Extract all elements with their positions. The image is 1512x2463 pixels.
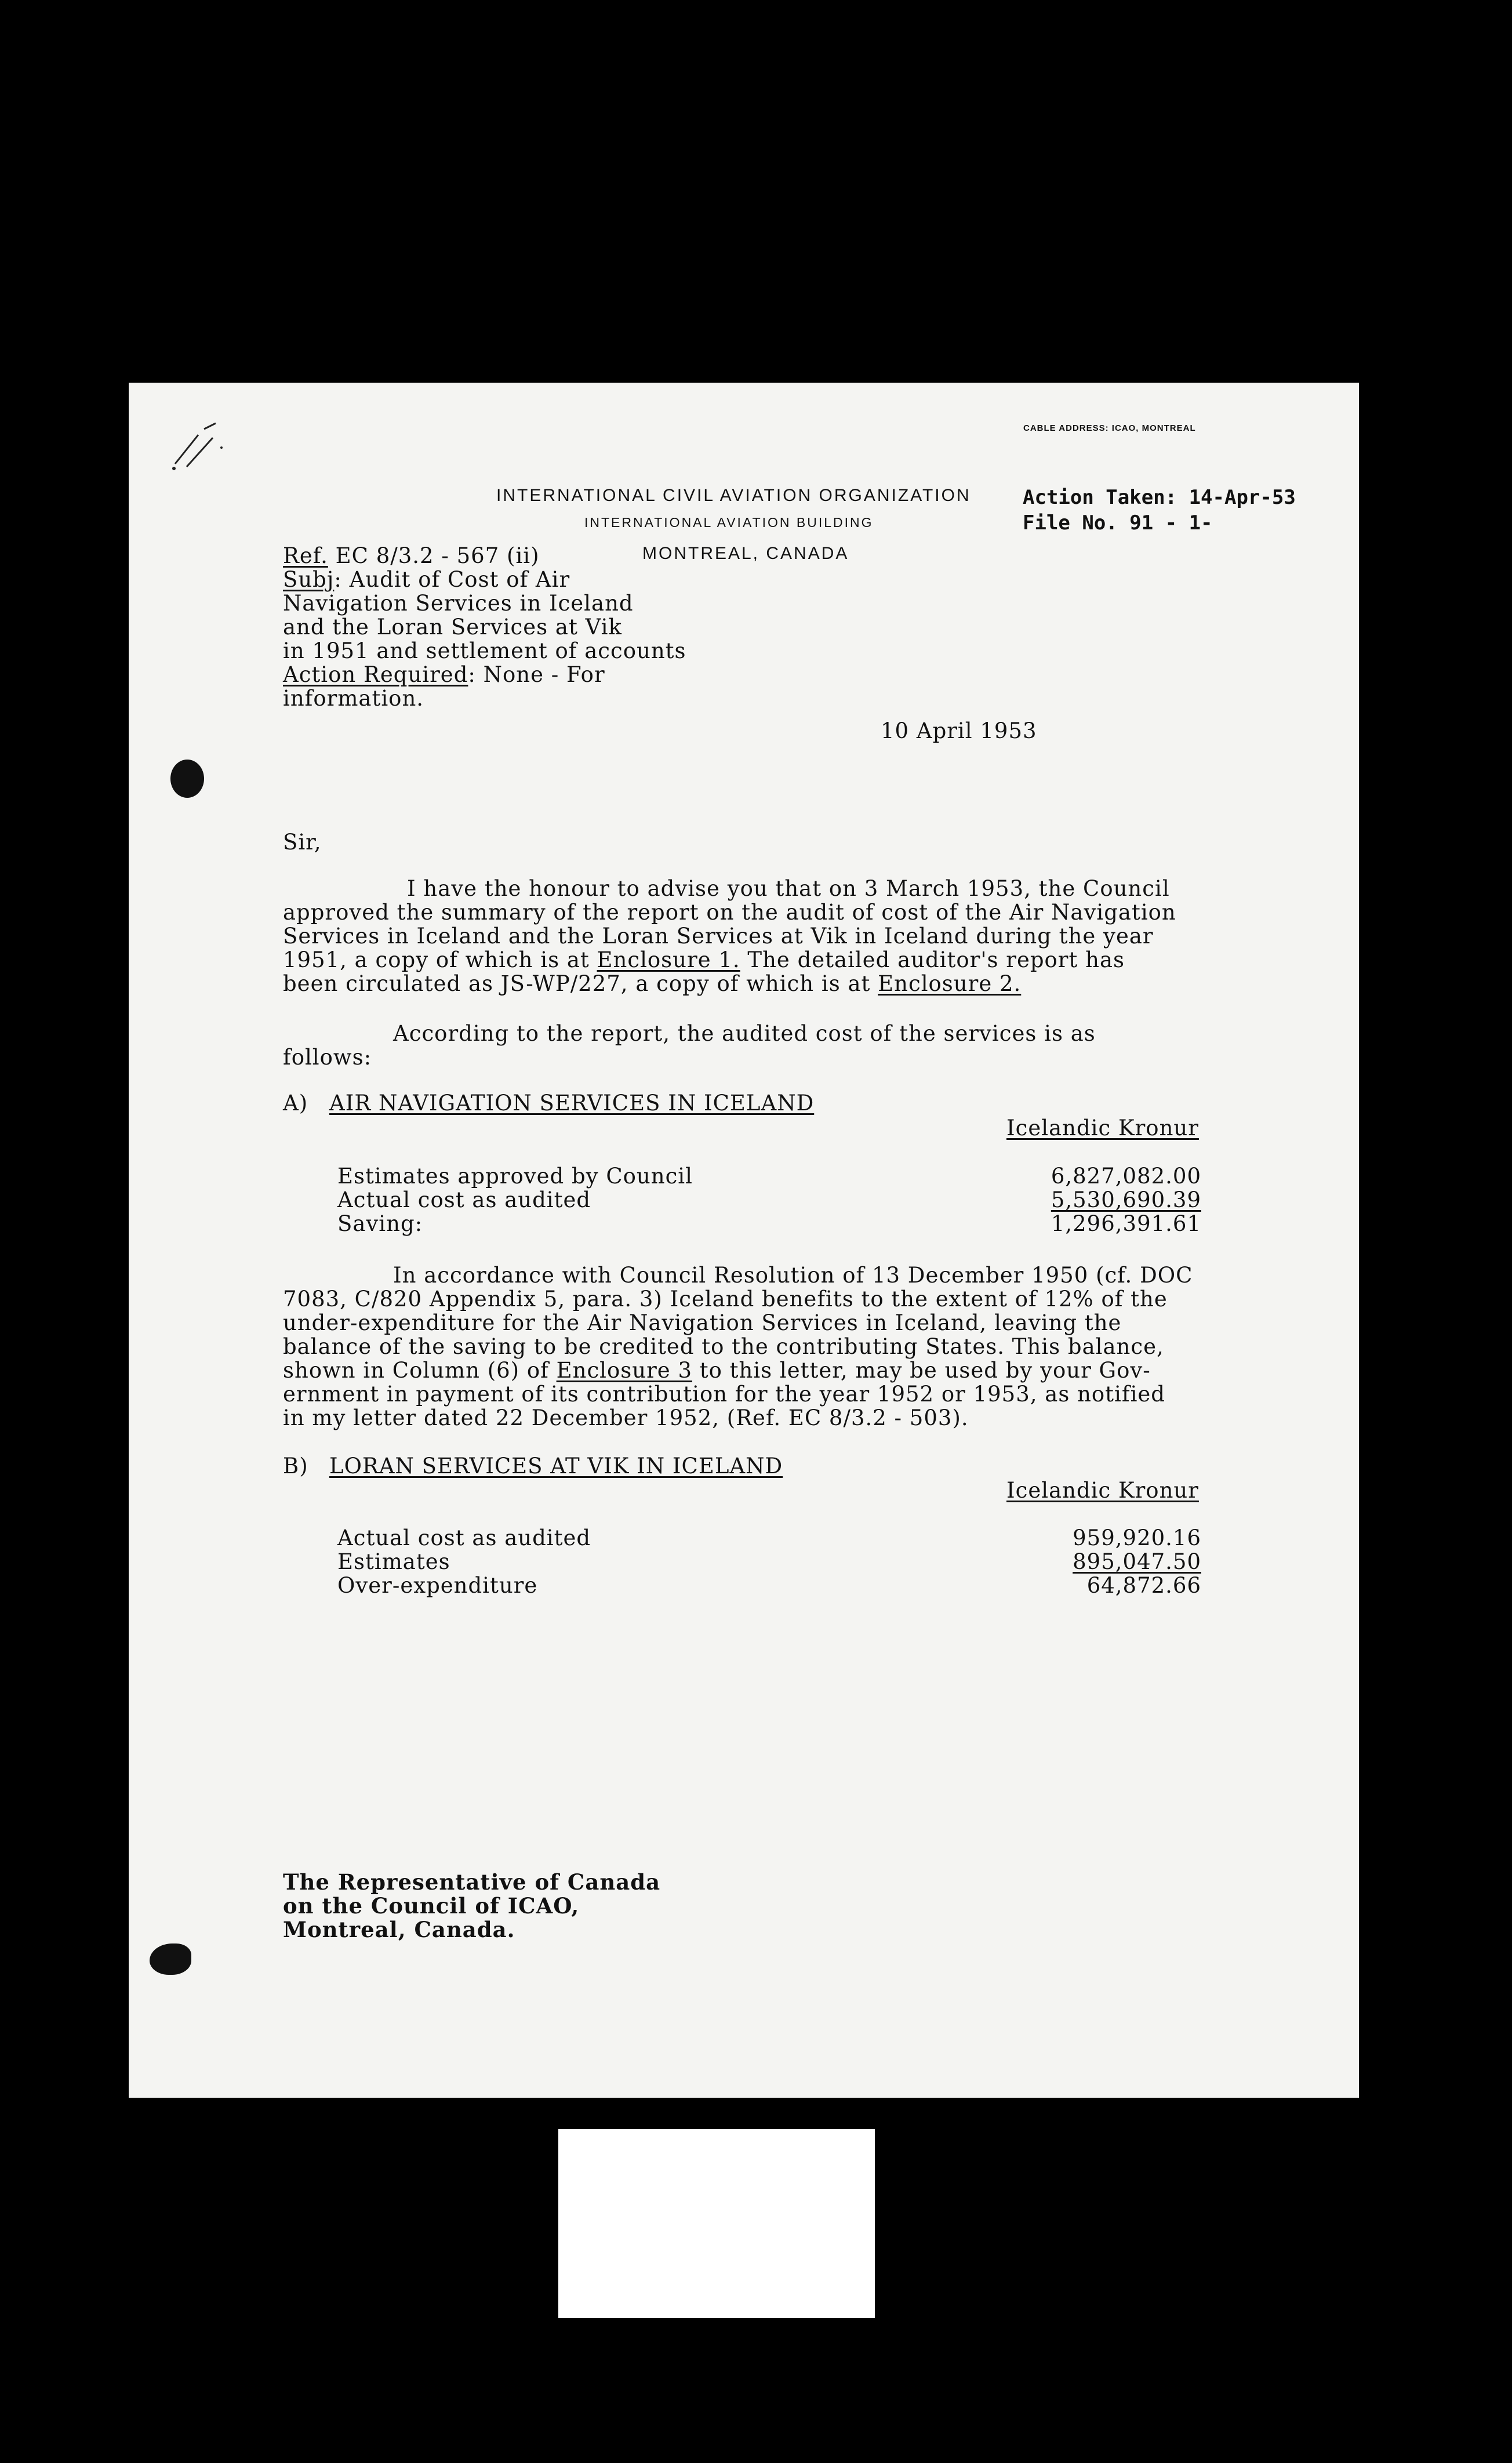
para3-line3: under-expenditure for the Air Navigation Services in Iceland, leaving the xyxy=(283,1310,1122,1335)
para1-line5-text: been circulated as JS-WP/227, a copy of which is at xyxy=(283,971,878,996)
para1-line4-text: 1951, a copy of which is at xyxy=(283,947,597,972)
section-a-row-value: 1,296,391.61 xyxy=(1051,1211,1201,1236)
action-value: : None - For xyxy=(468,662,605,687)
subject-line-3: and the Loran Services at Vik xyxy=(283,615,622,640)
section-a-row-label: Actual cost as audited xyxy=(337,1187,591,1212)
section-a-letter: A) xyxy=(283,1091,308,1116)
para1-line1: I have the honour to advise you that on 3 March 1953, the Council xyxy=(407,876,1170,901)
para1-line5 xyxy=(283,972,1021,996)
section-a-row-value: 6,827,082.00 xyxy=(1051,1164,1201,1189)
para3-line2: 7083, C/820 Appendix 5, para. 3) Iceland benefits to the extent of 12% of the xyxy=(283,1287,1168,1312)
section-b-currency: Icelandic Kronur xyxy=(1006,1478,1199,1503)
file-number-stamp: File No. 91 - 1- xyxy=(1023,511,1213,535)
para1-line3: Services in Iceland and the Loran Services at Vik in Iceland during the year xyxy=(283,924,1154,949)
enclosure-2-ref: Enclosure 2. xyxy=(878,971,1022,996)
para3-line4: balance of the saving to be credited to the contributing States. This balance, xyxy=(283,1334,1164,1359)
letter-page xyxy=(129,383,1359,2098)
addressee-line2: on the Council of ICAO, xyxy=(283,1893,580,1919)
para3-line6: ernment in payment of its contribution for the year 1952 or 1953, as notified xyxy=(283,1382,1165,1407)
para2-line1: According to the report, the audited cost of the services is as xyxy=(393,1021,1096,1046)
blank-slip xyxy=(558,2129,875,2318)
action-required-line-2: information. xyxy=(283,686,424,711)
section-b-row-value: 895,047.50 xyxy=(1073,1549,1201,1574)
enclosure-1-ref: Enclosure 1. xyxy=(597,947,740,972)
action-label: Action Required xyxy=(283,662,468,687)
subj-label: Subj xyxy=(283,567,335,592)
subject-line-4: in 1951 and settlement of accounts xyxy=(283,638,686,663)
scribble-mark xyxy=(163,412,239,475)
section-b-row-label: Actual cost as audited xyxy=(337,1525,591,1550)
section-a-row-value: 5,530,690.39 xyxy=(1051,1187,1201,1212)
para3-line5-text: shown in Column (6) of xyxy=(283,1358,557,1383)
para3-line7: in my letter dated 22 December 1952, (Ref. EC 8/3.2 - 503). xyxy=(283,1405,969,1430)
ref-value: EC 8/3.2 - 567 (ii) xyxy=(328,543,540,568)
action-taken-stamp: Action Taken: 14-Apr-53 xyxy=(1023,486,1296,509)
building-name: INTERNATIONAL AVIATION BUILDING xyxy=(584,515,874,530)
para1-line4-tail: The detailed auditor's report has xyxy=(740,947,1125,972)
section-a-title: AIR NAVIGATION SERVICES IN ICELAND xyxy=(329,1091,815,1116)
section-a-row-label: Saving: xyxy=(337,1211,423,1236)
punch-hole-mark xyxy=(170,760,204,798)
para2-line2: follows: xyxy=(283,1045,372,1070)
enclosure-3-ref: Enclosure 3 xyxy=(556,1358,692,1383)
addressee-line1: The Representative of Canada xyxy=(283,1869,661,1895)
addressee-line3: Montreal, Canada. xyxy=(283,1917,515,1942)
punch-hole-mark xyxy=(150,1943,191,1975)
subject-line-2: Navigation Services in Iceland xyxy=(283,591,634,616)
ref-label: Ref. xyxy=(283,543,328,568)
organization-name: INTERNATIONAL CIVIL AVIATION ORGANIZATION xyxy=(496,486,971,505)
para3-line1: In accordance with Council Resolution of 13 December 1950 (cf. DOC xyxy=(393,1263,1193,1288)
city-name: MONTREAL, CANADA xyxy=(642,544,849,563)
para1-line4 xyxy=(283,948,1125,972)
letter-date: 10 April 1953 xyxy=(881,718,1037,743)
reference-line xyxy=(283,544,540,568)
salutation: Sir, xyxy=(283,830,322,855)
section-b-row-label: Estimates xyxy=(337,1549,450,1574)
action-required-line xyxy=(283,663,605,686)
subj-value: : Audit of Cost of Air xyxy=(334,567,570,592)
section-b-title: LORAN SERVICES AT VIK IN ICELAND xyxy=(329,1454,783,1478)
para3-line5-tail: to this letter, may be used by your Gov- xyxy=(692,1358,1151,1383)
section-b-row-value: 959,920.16 xyxy=(1073,1525,1201,1550)
section-a-currency: Icelandic Kronur xyxy=(1006,1116,1199,1140)
para3-line5 xyxy=(283,1358,1151,1382)
section-a-row-label: Estimates approved by Council xyxy=(337,1164,693,1189)
section-b-row-label: Over-expenditure xyxy=(337,1573,538,1598)
cable-address: CABLE ADDRESS: ICAO, MONTREAL xyxy=(1023,423,1196,433)
section-b-row-value: 64,872.66 xyxy=(1086,1573,1201,1598)
para1-line2: approved the summary of the report on the audit of cost of the Air Navigation xyxy=(283,900,1176,925)
subject-line xyxy=(283,568,570,591)
section-b-letter: B) xyxy=(283,1454,308,1478)
